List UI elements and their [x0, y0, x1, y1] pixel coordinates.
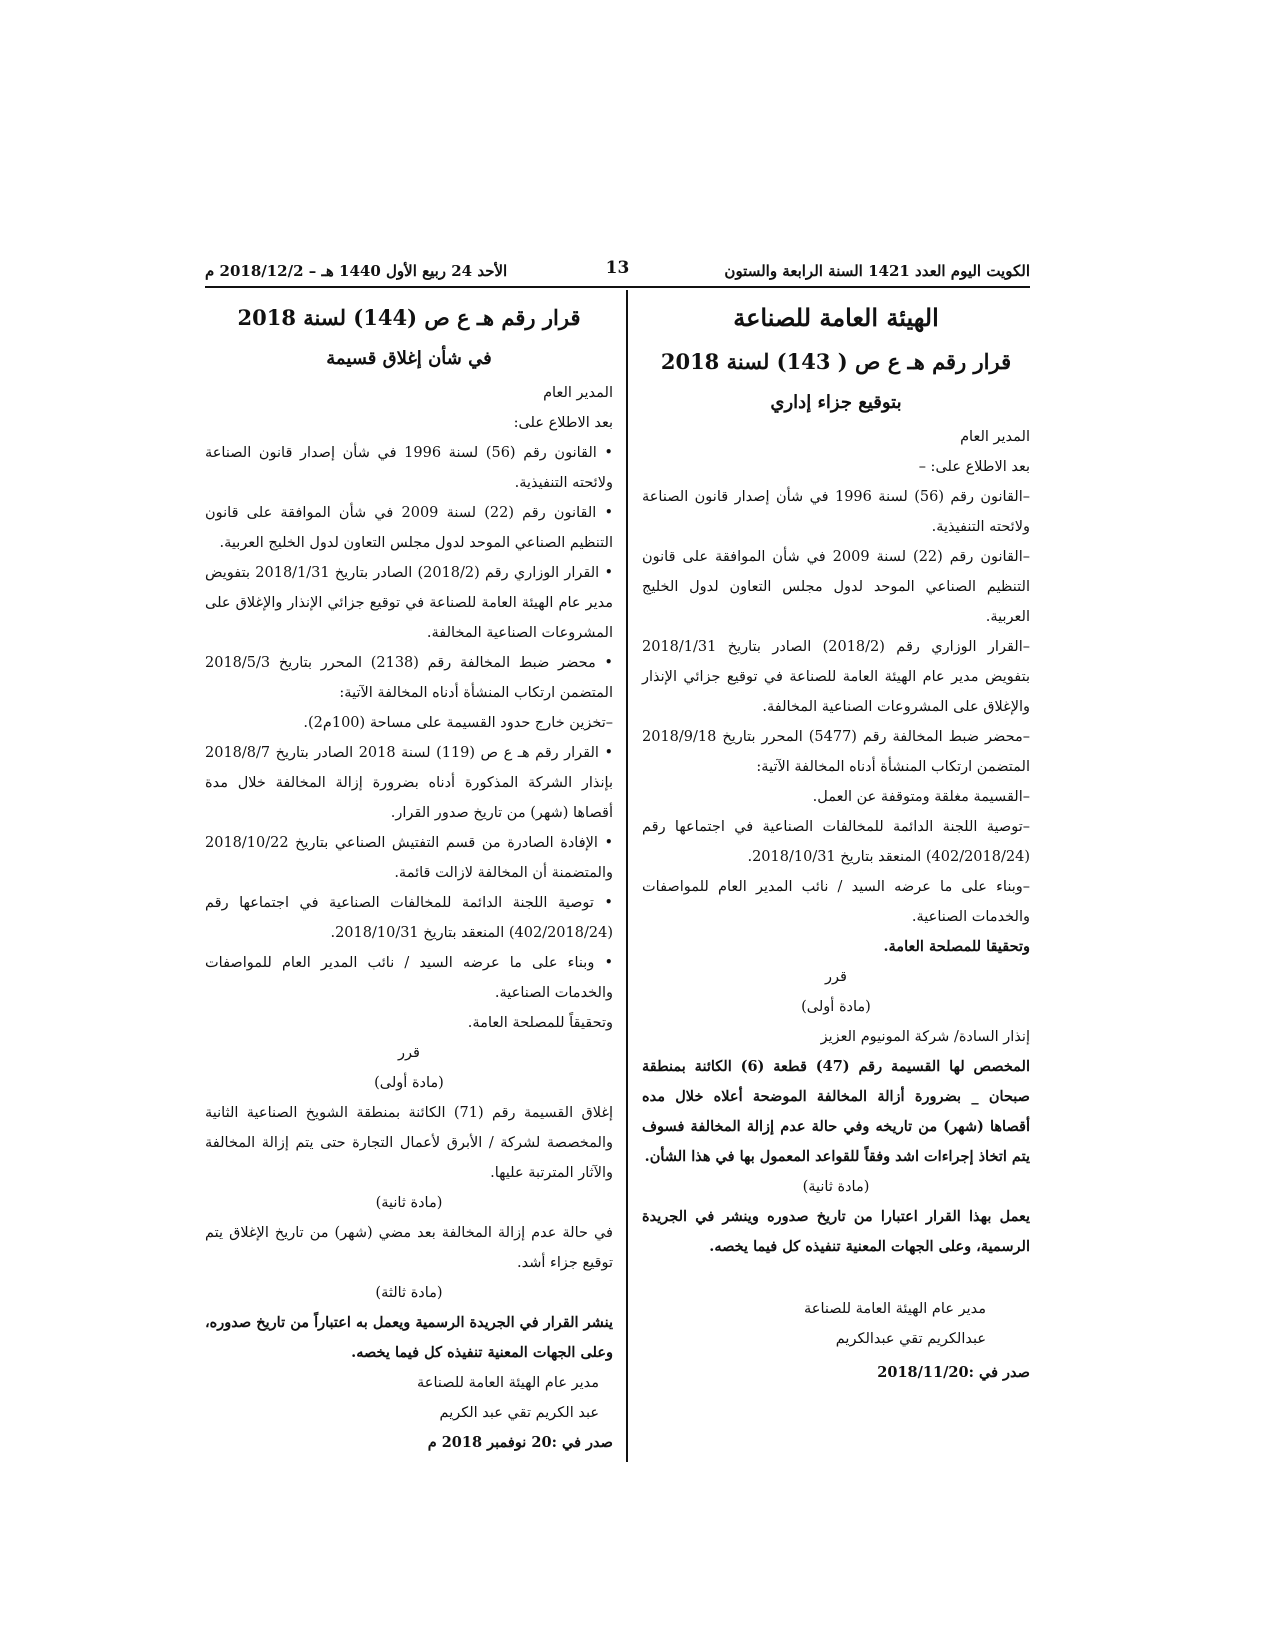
page-number: 13 — [605, 258, 630, 278]
paragraph: –محضر ضبط المخالفة رقم (5477) المحرر بتاريخ 2018/9/18 المتضمن ارتكاب المنشأة أدناه المخالفة الآتية: — [642, 729, 1031, 775]
paragraph: –القانون رقم (56) لسنة 1996 في شأن إصدار قانون الصناعة ولائحته التنفيذية. — [642, 489, 1030, 535]
paragraph: بعد الاطلاع على: – — [918, 459, 1030, 475]
paragraph: ينشر القرار في الجريدة الرسمية ويعمل به اعتباراً من تاريخ صدوره، وعلى الجهات المعنية تنفيذه كل فيما يخصه. — [205, 1314, 613, 1361]
paragraph: • الإفادة الصادرة من قسم التفتيش الصناعي بتاريخ 2018/10/22 والمتضمنة أن المخالفة لازالت قائمة. — [205, 835, 613, 881]
paragraph: –القسيمة مغلقة ومتوقفة عن العمل. — [812, 789, 1030, 805]
decision-143-column — [642, 296, 1030, 1388]
paragraph: المخصص لها القسيمة رقم (47) قطعة (6) الكائنة بمنطقة صبحان _ بضرورة أزالة المخالفة الموضحة أعلاه خلال مده أقصاها (شهر) من تاريخه وفي حالة عدم إزالة المخالفة فسوف يتم اتخاذ إجراءات اشد وفقاً للقواعد المعمول بها في هذا الشأن. — [642, 1058, 1031, 1165]
paragraph: إغلاق القسيمة رقم (71) الكائنة بمنطقة الشويخ الصناعية الثانية والمخصصة لشركة / الأبرق لأعمال التجارة حتى يتم إزالة المخالفة والآثار المترتبة عليها. — [205, 1105, 613, 1181]
issue-date: صدر في :2018/11/20 — [877, 1364, 1030, 1381]
decided-heading: قرر — [398, 1045, 420, 1061]
decision-title: قرار رقم هـ ع ص (144) لسنة 2018 — [237, 305, 581, 330]
paragraph: –القرار الوزاري رقم (2018/2) الصادر بتاريخ 2018/1/31 بتفويض مدير عام الهيئة العامة للصناعة في توقيع جزائي الإنذار والإغلاق على المشروعات الصناعية المخالفة. — [642, 639, 1030, 715]
paragraph: المدير العام — [960, 429, 1030, 445]
issue-date: صدر في :20 نوفمبر 2018 م — [427, 1434, 613, 1451]
paragraph: –توصية اللجنة الدائمة للمخالفات الصناعية في اجتماعها رقم (402/2018/24) المنعقد بتاريخ 2018/10/31. — [642, 819, 1030, 865]
paragraph: • توصية اللجنة الدائمة للمخالفات الصناعية في اجتماعها رقم (402/2018/24) المنعقد بتاريخ 2018/10/31. — [205, 895, 613, 941]
article-heading: (مادة ثالثة) — [375, 1285, 443, 1301]
paragraph: وتحقيقا للمصلحة العامة. — [883, 938, 1030, 955]
paragraph: • محضر ضبط المخالفة رقم (2138) المحرر بتاريخ 2018/5/3 المتضمن ارتكاب المنشأة أدناه المخالفة الآتية: — [205, 655, 613, 701]
signatory-name: عبد الكريم تقي عبد الكريم — [439, 1405, 599, 1421]
signatory-name: عبدالكريم تقي عبدالكريم — [835, 1331, 986, 1347]
paragraph: –وبناء على ما عرضه السيد / نائب المدير العام للمواصفات والخدمات الصناعية. — [642, 879, 1030, 925]
paragraph: بعد الاطلاع على: — [513, 415, 613, 431]
paragraph: يعمل بهذا القرار اعتبارا من تاريخ صدوره وينشر في الجريدة الرسمية، وعلى الجهات المعنية تنفيذه كل فيما يخصه. — [642, 1208, 1030, 1255]
paragraph: وتحقيقاً للمصلحة العامة. — [467, 1015, 613, 1031]
paragraph: –القانون رقم (22) لسنة 2009 في شأن الموافقة على قانون التنظيم الصناعي الموحد لدول مجلس التعاون لدول الخليج العربية. — [642, 549, 1030, 625]
decision-144-column — [205, 296, 613, 1458]
decision-title: قرار رقم هـ ع ص ( 143) لسنة 2018 — [660, 349, 1012, 374]
decided-heading: قرر — [825, 969, 847, 985]
paragraph: • القرار رقم هـ ع ص (119) لسنة 2018 الصادر بتاريخ 2018/8/7 بإنذار الشركة المذكورة أدناه بضرورة إزالة المخالفة خلال مدة أقصاها (شهر) من تاريخ صدور القرار. — [205, 745, 613, 821]
paragraph: –تخزين خارج حدود القسيمة على مساحة (100م2). — [303, 715, 613, 731]
paragraph: • القرار الوزاري رقم (2018/2) الصادر بتاريخ 2018/1/31 بتفويض مدير عام الهيئة العامة للصناعة في توقيع جزائي الإنذار والإغلاق على المشروعات الصناعية المخالفة. — [205, 565, 613, 641]
header-divider — [205, 286, 1030, 288]
signatory-title: مدير عام الهيئة العامة للصناعة — [804, 1301, 986, 1317]
decision-subtitle: بتوقيع جزاء إداري — [770, 392, 902, 413]
signatory-title: مدير عام الهيئة العامة للصناعة — [417, 1375, 599, 1391]
issue-date: الأحد 24 ربيع الأول 1440 هـ – 2018/12/2 م — [205, 262, 508, 280]
authority-name: الهيئة العامة للصناعة — [733, 303, 939, 332]
paragraph: • وبناء على ما عرضه السيد / نائب المدير العام للمواصفات والخدمات الصناعية. — [205, 955, 613, 1001]
paragraph: إنذار السادة/ شركة المونيوم العزيز — [820, 1029, 1030, 1045]
decision-subtitle: في شأن إغلاق قسيمة — [326, 348, 492, 369]
paragraph: في حالة عدم إزالة المخالفة بعد مضي (شهر) من تاريخ الإغلاق يتم توقيع جزاء أشد. — [205, 1225, 613, 1271]
paragraph: المدير العام — [543, 385, 613, 401]
article-heading: (مادة أولى) — [374, 1075, 444, 1091]
article-heading: (مادة ثانية) — [802, 1179, 870, 1195]
article-heading: (مادة ثانية) — [375, 1195, 443, 1211]
paragraph: • القانون رقم (56) لسنة 1996 في شأن إصدار قانون الصناعة ولائحته التنفيذية. — [205, 445, 613, 491]
issue-info: الكويت اليوم العدد 1421 السنة الرابعة والستون — [724, 262, 1030, 280]
column-divider — [626, 290, 628, 1462]
article-heading: (مادة أولى) — [801, 999, 871, 1015]
paragraph: • القانون رقم (22) لسنة 2009 في شأن الموافقة على قانون التنظيم الصناعي الموحد لدول مجلس التعاون لدول الخليج العربية. — [205, 505, 613, 551]
page-header — [205, 258, 1030, 284]
